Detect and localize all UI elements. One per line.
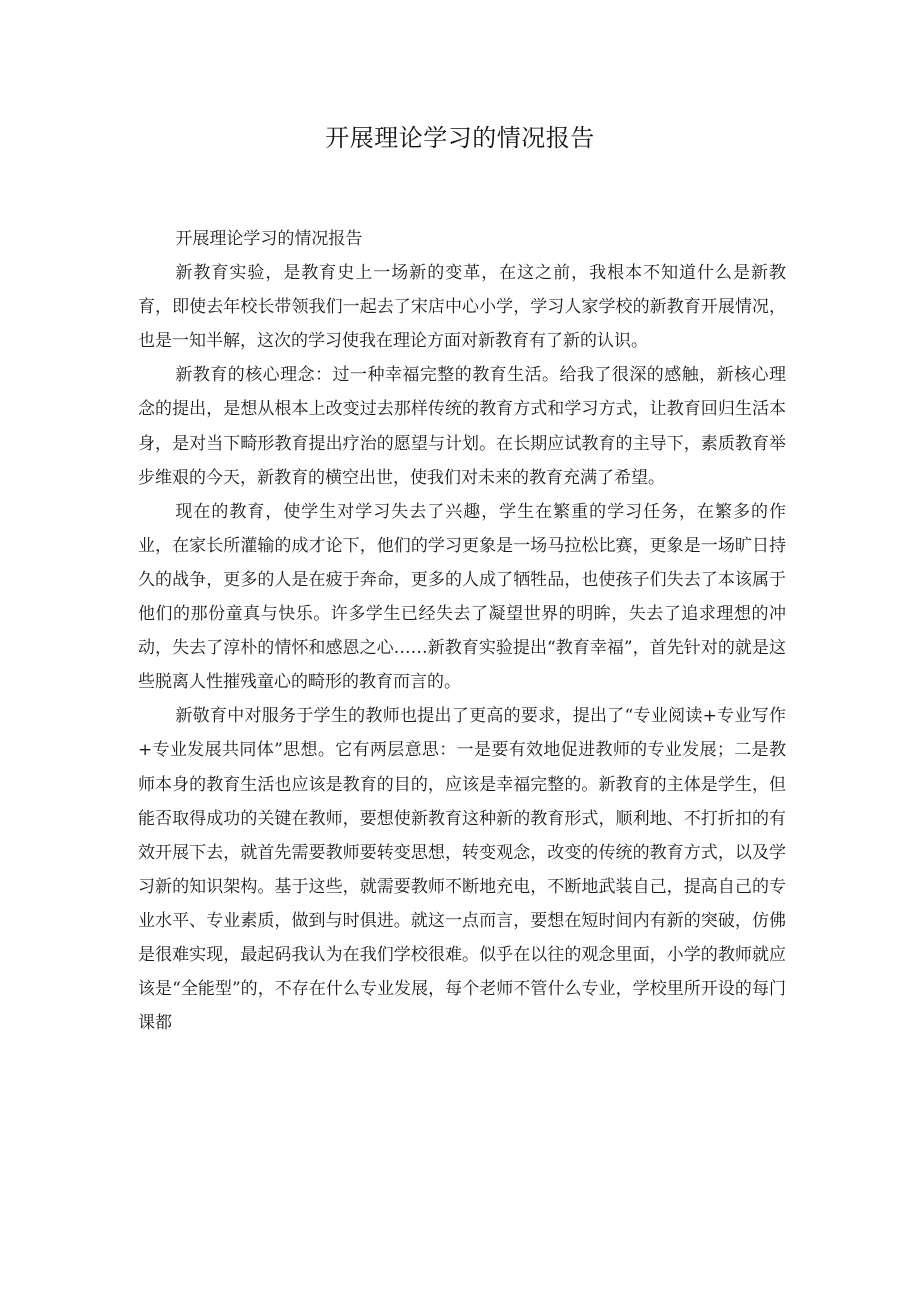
paragraph: 新教育实验，是教育史上一场新的变革，在这之前，我根本不知道什么是新教育，即使去年校长带领我们一起去了宋店中心小学，学习人家学校的新教育开展情况，也是一知半解，这次的学习使我在理论方面对新教育有了新的认识。 <box>138 263 786 352</box>
paragraph: 新敬育中对服务于学生的教师也提出了更高的要求，提出了“专业阅读+专业写作+专业发展共同体”思想。它有两层意思：一是要有效地促进教师的专业发展；二是教师本身的教育生活也应该是教育的目的，应该是幸福完整的。新教育的主体是学生，但能否取得成功的关键在教师，要想使新教育这种新的教育形式，顺利地、不打折扣的有效开展下去，就首先需要教师要转变思想，转变观念，改变的传统的教育方式，以及学习新的知识架构。基于这些，就需要教师不断地充电，不断地武装自己，提高自己的专业水平、专业素质，做到与时俱进。就这一点而言，要想在短时间内有新的突破，仿佛是很难实现，最起码我认为在我们学校很难。似乎在以往的观念里面，小学的教师就应该是“全能型”的，不存在什么专业发展，每个老师不管什么专业，学校里所开设的每门课都 <box>138 706 786 1034</box>
document-title: 开展理论学习的情况报告 <box>325 124 595 152</box>
paragraph: 新教育的核心理念：过一种幸福完整的教育生活。给我了很深的感触，新核心理念的提出，是想从根本上改变过去那样传统的教育方式和学习方式，让教育回归生活本身，是对当下畸形教育提出疗治的愿望与计划。在长期应试教育的主导下，素质教育举步维艰的今天，新教育的横空出世，使我们对未来的教育充满了希望。 <box>138 365 786 488</box>
document-subtitle: 开展理论学习的情况报告 <box>175 229 363 249</box>
paragraph: 现在的教育，使学生对学习失去了兴趣，学生在繁重的学习任务，在繁多的作业，在家长所灌输的成才论下，他们的学习更象是一场马拉松比赛，更象是一场旷日持久的战争，更多的人是在疲于奔命，更多的人成了牺牲品，也使孩子们失去了本该属于他们的那份童真与快乐。许多学生已经失去了凝望世界的明眸，失去了追求理想的冲动，失去了淳朴的情怀和感恩之心……新教育实验提出“教育幸福”，首先针对的就是这些脱离人性摧残童心的畸形的教育而言的。 <box>138 501 786 693</box>
document-body <box>138 222 786 1040</box>
